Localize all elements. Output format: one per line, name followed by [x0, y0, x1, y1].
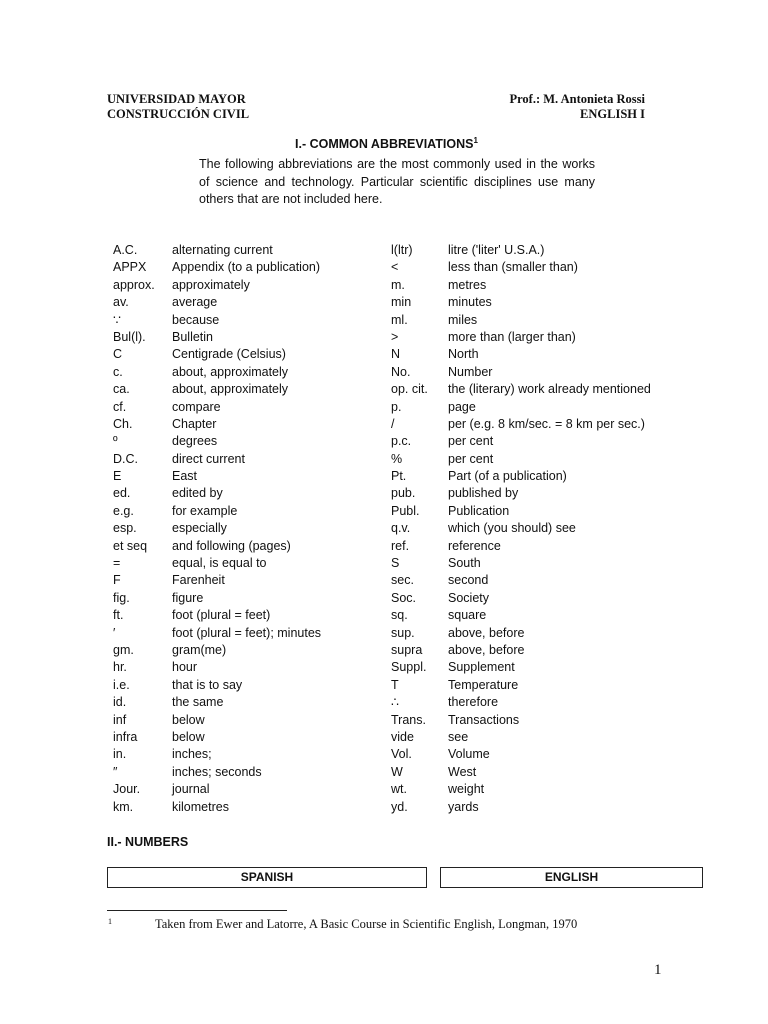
abbreviation-meaning: inches; seconds — [172, 764, 262, 779]
abbreviation: ed. — [113, 486, 131, 501]
abbreviation-meaning: Bulletin — [172, 329, 213, 344]
abbreviation-meaning: see — [448, 729, 469, 744]
abbreviation-meaning: South — [448, 556, 481, 571]
abbreviation: esp. — [113, 521, 137, 536]
abbreviation-meaning: inches; — [172, 747, 212, 762]
abbreviation-meaning: minutes — [448, 295, 492, 310]
abbreviation-meaning: below — [172, 729, 205, 744]
abbreviation: T — [391, 677, 399, 692]
abbreviation-meaning: Chapter — [172, 416, 217, 431]
abbreviation: Jour. — [113, 782, 141, 797]
abbreviation: e.g. — [113, 503, 134, 518]
abbreviation: q.v. — [391, 521, 411, 536]
abbreviation: cf. — [113, 399, 127, 414]
abbreviation-meaning: per cent — [448, 434, 494, 449]
abbreviation: op. cit. — [391, 382, 428, 397]
abbreviation-meaning: about, approximately — [172, 382, 289, 397]
abbreviation: C — [113, 347, 123, 362]
abbreviation-meaning: edited by — [172, 486, 223, 501]
abbreviation-meaning: West — [448, 764, 477, 779]
header-left — [107, 92, 249, 122]
abbreviation-meaning: and following (pages) — [172, 538, 291, 553]
abbreviation: ref. — [391, 538, 410, 553]
abbreviation-meaning: Publication — [448, 503, 510, 518]
abbreviation-meaning: direct current — [172, 451, 245, 466]
abbreviation: ca. — [113, 382, 130, 397]
abbreviation-meaning: reference — [448, 538, 501, 553]
abbreviation: av. — [113, 295, 129, 310]
abbreviation-meaning: journal — [172, 782, 210, 797]
abbreviation: A.C. — [113, 243, 138, 257]
abbreviation: Suppl. — [391, 660, 427, 675]
abbreviation-meaning: North — [448, 347, 479, 362]
abbreviation-meaning: the same — [172, 695, 224, 710]
professor-name: Prof.: M. Antonieta Rossi — [509, 92, 645, 106]
abbreviation-meaning: therefore — [448, 695, 499, 710]
abbreviation-meaning: about, approximately — [172, 364, 289, 379]
abbreviation: wt. — [391, 782, 407, 797]
abbreviation: c. — [113, 364, 123, 379]
abbreviation-meaning: especially — [172, 521, 227, 536]
abbreviation-meaning: Centigrade (Celsius) — [172, 347, 286, 362]
abbreviation-meaning: Transactions — [448, 712, 520, 727]
abbreviation: < — [391, 260, 399, 275]
abbreviation-meaning: foot (plural = feet); minutes — [172, 625, 322, 640]
abbreviation-meaning: equal, is equal to — [172, 556, 267, 571]
page-number: 1 — [654, 962, 662, 978]
abbreviation-meaning: Number — [448, 364, 493, 379]
abbreviation-meaning: compare — [172, 399, 221, 414]
abbreviation: ∵ — [113, 312, 121, 327]
abbreviation: fig. — [113, 590, 130, 605]
abbreviation-meaning: Temperature — [448, 677, 519, 692]
footnote-text: Taken from Ewer and Latorre, A Basic Course in Scientific English, Longman, 1970 — [155, 917, 578, 931]
abbreviation-meaning: because — [172, 312, 220, 327]
abbreviation: Ch. — [113, 416, 133, 431]
abbreviation: Vol. — [391, 747, 412, 762]
abbreviation: in. — [113, 747, 127, 762]
abbreviation: ″ — [113, 764, 118, 779]
abbreviation: p.c. — [391, 434, 412, 449]
abbreviation-meaning: gram(me) — [172, 642, 227, 657]
abbreviation: Publ. — [391, 503, 420, 518]
abbreviation: W — [391, 764, 403, 779]
abbreviation: approx. — [113, 277, 155, 292]
abbreviation: et seq — [113, 538, 148, 553]
abbreviation: inf — [113, 712, 127, 727]
abbreviation: sq. — [391, 608, 408, 623]
abbreviation-meaning: published by — [448, 486, 519, 501]
abbreviation-meaning: weight — [448, 782, 485, 797]
abbreviation: infra — [113, 729, 138, 744]
abbreviation: > — [391, 329, 399, 344]
abbreviation: vide — [391, 729, 414, 744]
abbreviation-meaning: below — [172, 712, 205, 727]
abbreviation-meaning: Farenheit — [172, 573, 225, 588]
course-name: ENGLISH I — [580, 107, 645, 121]
abbreviation-meaning: foot (plural = feet) — [172, 608, 271, 623]
abbreviation-meaning: which (you should) see — [448, 521, 576, 536]
abbreviation: i.e. — [113, 677, 130, 692]
abbreviation: = — [113, 556, 121, 571]
abbreviation-meaning: miles — [448, 312, 478, 327]
university-name: UNIVERSIDAD MAYOR — [107, 92, 246, 106]
abbreviation: l(ltr) — [391, 243, 413, 257]
abbreviation: ∴ — [391, 695, 399, 710]
abbreviation-meaning: Volume — [448, 747, 490, 762]
abbreviation: m. — [391, 277, 405, 292]
abbreviation: sup. — [391, 625, 415, 640]
abbreviation-meaning: less than (smaller than) — [448, 260, 578, 275]
abbreviation: Bul(l). — [113, 329, 146, 344]
abbreviation-meaning: metres — [448, 277, 487, 292]
abbreviation: Trans. — [391, 712, 426, 727]
abbreviation-meaning: per cent — [448, 451, 494, 466]
abbreviation: % — [391, 451, 403, 466]
section-2-title: II.- NUMBERS — [107, 835, 189, 849]
abbreviation: gm. — [113, 642, 134, 657]
abbreviation-meaning: that is to say — [172, 677, 243, 692]
abbreviation-meaning: per (e.g. 8 km/sec. = 8 km per sec.) — [448, 416, 645, 431]
header-right — [508, 92, 645, 122]
abbreviation: pub. — [391, 486, 416, 501]
abbreviation: hr. — [113, 660, 127, 675]
abbreviation: p. — [391, 399, 402, 414]
abbreviation: S — [391, 556, 400, 571]
english-column-header: ENGLISH — [440, 867, 703, 888]
abbreviation: Pt. — [391, 469, 407, 484]
abbreviation: N — [391, 347, 401, 362]
abbreviation-meaning: Appendix (to a publication) — [172, 260, 321, 275]
abbreviation-meaning: degrees — [172, 434, 218, 449]
abbreviation: ft. — [113, 608, 124, 623]
abbreviation-meaning: alternating current — [172, 243, 273, 257]
abbreviation-meaning: above, before — [448, 642, 525, 657]
abbreviation: F — [113, 573, 121, 588]
abbreviation-meaning: hour — [172, 660, 198, 675]
abbreviation: APPX — [113, 260, 147, 275]
abbreviation-meaning: litre ('liter' U.S.A.) — [448, 243, 545, 257]
abbreviation: supra — [391, 642, 423, 657]
abbreviation: ′ — [113, 625, 116, 640]
abbreviation: D.C. — [113, 451, 138, 466]
abbreviation: km. — [113, 799, 134, 814]
abbreviation-meaning: page — [448, 399, 476, 414]
abbreviation-meaning: Supplement — [448, 660, 515, 675]
abbreviation: No. — [391, 364, 411, 379]
footnote-mark: 1 — [108, 917, 112, 926]
abbreviation: ml. — [391, 312, 408, 327]
abbreviation-meaning: second — [448, 573, 489, 588]
abbreviation: min — [391, 295, 412, 310]
abbreviation-meaning: above, before — [448, 625, 525, 640]
abbreviation-meaning: the (literary) work already mentioned — [448, 382, 651, 397]
abbreviation: E — [113, 469, 122, 484]
abbreviation-meaning: kilometres — [172, 799, 229, 814]
abbreviation-meaning: figure — [172, 590, 204, 605]
abbreviation: º — [113, 434, 118, 449]
abbreviation-meaning: average — [172, 295, 218, 310]
abbreviation-meaning: more than (larger than) — [448, 329, 576, 344]
abbreviation: Soc. — [391, 590, 417, 605]
department-name: CONSTRUCCIÓN CIVIL — [107, 107, 250, 121]
abbreviation-meaning: East — [172, 469, 198, 484]
abbreviation: yd. — [391, 799, 408, 814]
abbreviation-meaning: square — [448, 608, 487, 623]
abbreviation: id. — [113, 695, 127, 710]
spanish-column-header: SPANISH — [107, 867, 427, 888]
intro-paragraph: The following abbreviations are the most commonly used in the works of science and technology. Particular scientific disciplines use many others that are not included here. — [199, 157, 595, 206]
abbreviation-meaning: for example — [172, 503, 238, 518]
section-1-title: I.- COMMON ABBREVIATIONS$^1$ — [295, 135, 478, 151]
abbreviation-meaning: yards — [448, 799, 479, 814]
abbreviation-meaning: approximately — [172, 277, 250, 292]
abbreviation-meaning: Part (of a publication) — [448, 469, 567, 484]
footnote-reference: 1 — [473, 135, 478, 145]
abbreviation-meaning: Society — [448, 590, 489, 605]
abbreviation: / — [391, 416, 395, 431]
footnote-divider — [107, 910, 287, 911]
abbreviation: sec. — [391, 573, 414, 588]
